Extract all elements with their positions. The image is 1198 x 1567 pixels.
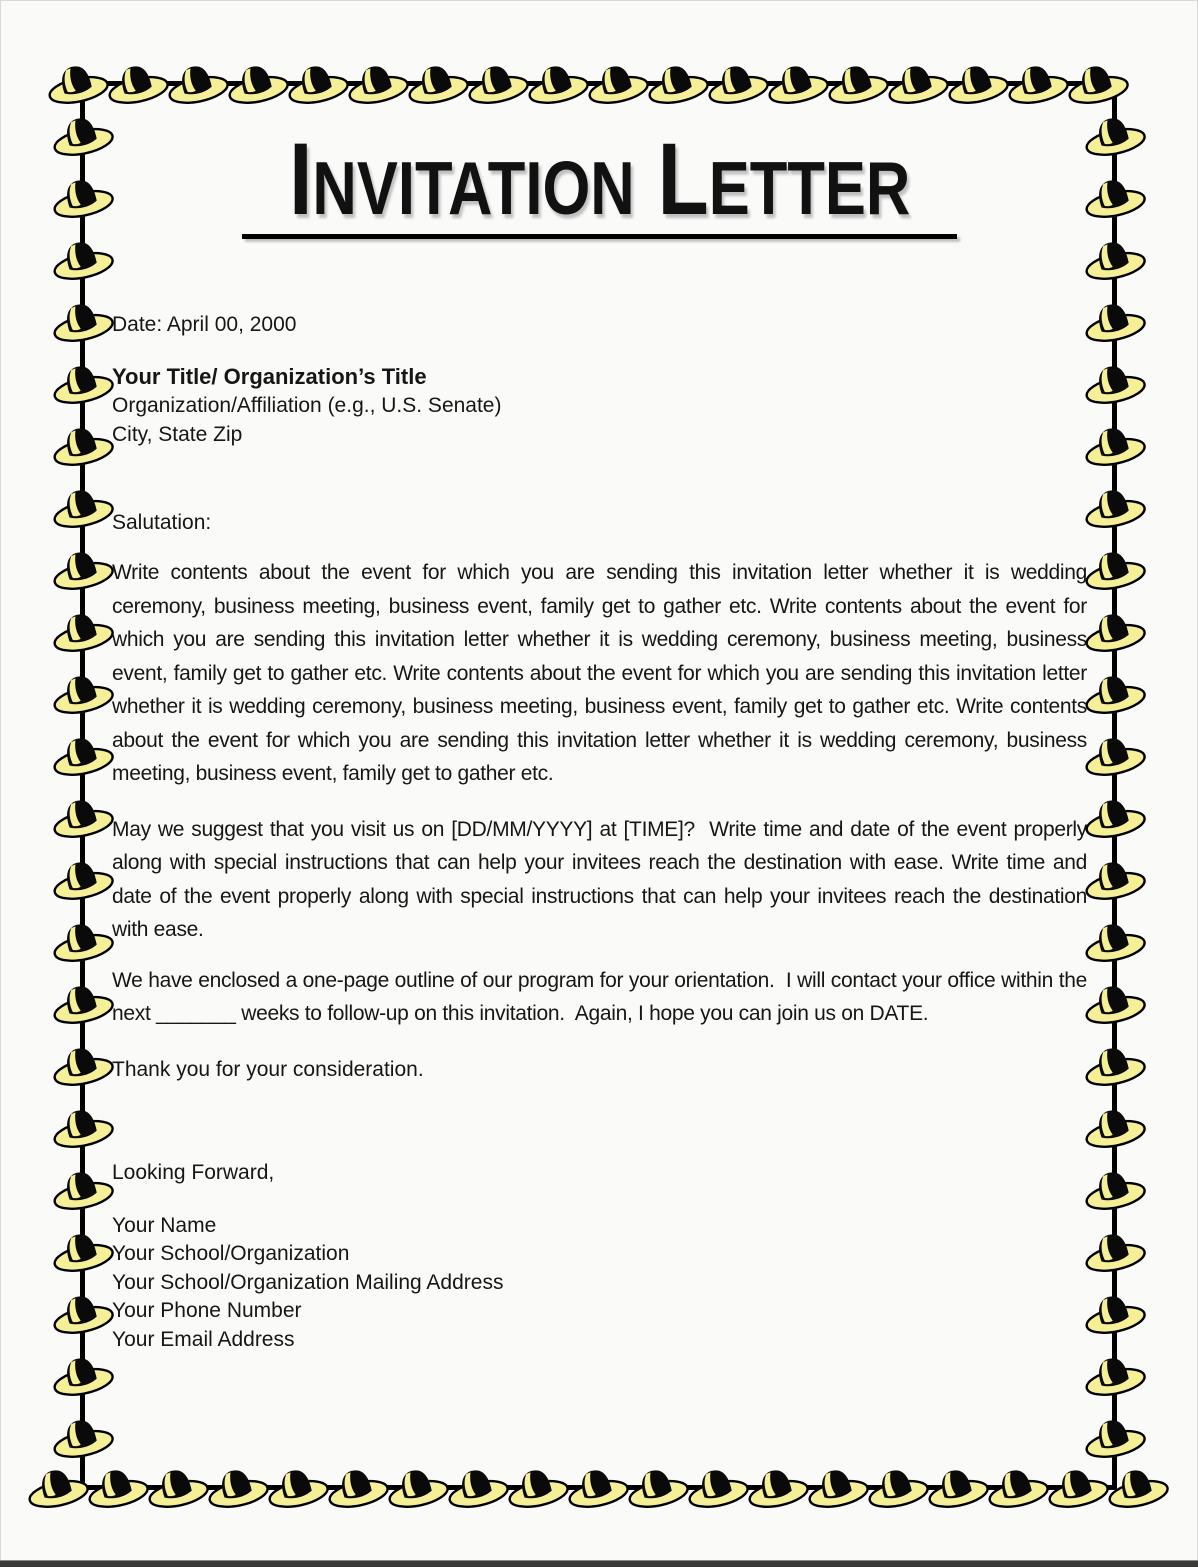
cowboy-hat-icon <box>1083 609 1147 655</box>
cowboy-hat-icon <box>51 1291 115 1337</box>
cowboy-hat-icon <box>106 61 170 107</box>
cowboy-hat-icon <box>1083 423 1147 469</box>
cowboy-hat-icon <box>46 61 110 107</box>
title-word2-initial: L <box>657 122 709 236</box>
cowboy-hat-icon <box>226 61 290 107</box>
cowboy-hat-icon <box>586 61 650 107</box>
cowboy-hat-icon <box>526 61 590 107</box>
cowboy-hat-icon <box>51 113 115 159</box>
cowboy-hat-icon <box>51 361 115 407</box>
cowboy-hat-icon <box>1066 61 1130 107</box>
cowboy-hat-icon <box>1083 1167 1147 1213</box>
cowboy-hat-icon <box>1083 919 1147 965</box>
cowboy-hat-icon <box>1083 795 1147 841</box>
cowboy-hat-icon <box>1083 1043 1147 1089</box>
cowboy-hat-icon <box>1083 671 1147 717</box>
title-word2-rest: ETTER <box>708 146 911 230</box>
cowboy-hat-icon <box>1083 1229 1147 1275</box>
cowboy-hat-icon <box>51 609 115 655</box>
cowboy-hat-icon <box>406 61 470 107</box>
body-paragraph-3: We have enclosed a one-page outline of our program for your orientation. I will contact your office within the next _______ weeks to follow-up on this invitation. Again, I hope you can join us on DATE. <box>112 968 1087 1025</box>
cowboy-hat-icon <box>986 1465 1050 1511</box>
cowboy-hat-icon <box>51 1167 115 1213</box>
cowboy-hat-icon <box>506 1465 570 1511</box>
cowboy-hat-icon <box>286 61 350 107</box>
cowboy-hat-icon <box>646 61 710 107</box>
cowboy-hat-icon <box>51 299 115 345</box>
body-paragraph-2: May we suggest that you visit us on [DD/MM/YYYY] at [TIME]? Write time and date of the event properly along with special instructions that can help your invitees reach the destination with ease. Write time and date of the event properly along with special instructions that can help your invitees reach the destination with ease. <box>112 817 1087 941</box>
cowboy-hat-icon <box>1083 175 1147 221</box>
footer-bar <box>0 1560 1198 1567</box>
cowboy-hat-icon <box>51 919 115 965</box>
cowboy-hat-icon <box>51 857 115 903</box>
cowboy-hat-icon <box>1083 113 1147 159</box>
cowboy-hat-icon <box>266 1465 330 1511</box>
title-underline <box>242 234 957 239</box>
cowboy-hat-icon <box>1083 237 1147 283</box>
title-word1-initial: I <box>288 122 313 236</box>
cowboy-hat-icon <box>1083 857 1147 903</box>
cowboy-hat-icon <box>446 1465 510 1511</box>
cowboy-hat-icon <box>826 61 890 107</box>
signature-org-line: Your School/Organization <box>112 1242 350 1266</box>
cowboy-hat-icon <box>51 423 115 469</box>
cowboy-hat-icon <box>1046 1465 1110 1511</box>
cowboy-hat-icon <box>886 61 950 107</box>
cowboy-hat-icon <box>946 61 1010 107</box>
cowboy-hat-icon <box>51 795 115 841</box>
salutation-line: Salutation: <box>112 511 212 534</box>
signature-email-line: Your Email Address <box>112 1327 295 1351</box>
cowboy-hat-icon <box>51 175 115 221</box>
cowboy-hat-icon <box>1083 547 1147 593</box>
cowboy-hat-icon <box>746 1465 810 1511</box>
thanks-line: Thank you for your consideration. <box>112 1057 424 1081</box>
cowboy-hat-icon <box>386 1465 450 1511</box>
body-paragraph-1: Write contents about the event for which you are sending this invitation letter whether it is wedding ceremony, business meeting, business event, family get to gather etc. Write contents about the event for which you are sending this invitation letter whether it is wedding ceremony, business meeting, business event, family get to gather etc. Write contents about the event for which you are sending this invitation letter whether it is wedding ceremony, business meeting, business event, family get to gather etc. Write contents about the event for which you are sending this invitation letter whether it is wedding ceremony, business meeting, business event, family get to gather etc. <box>112 561 1087 785</box>
closing-line: Looking Forward, <box>112 1161 275 1184</box>
cowboy-hat-icon <box>51 547 115 593</box>
cowboy-hat-icon <box>766 61 830 107</box>
cowboy-hat-icon <box>566 1465 630 1511</box>
cowboy-hat-icon <box>926 1465 990 1511</box>
recipient-title-line: Your Title/ Organization’s Title <box>112 364 427 389</box>
cowboy-hat-icon <box>706 61 770 107</box>
letter-title <box>112 122 1087 239</box>
letter-content <box>112 122 1087 1354</box>
cowboy-hat-icon <box>146 1465 210 1511</box>
cowboy-hat-icon <box>1083 733 1147 779</box>
signature-block <box>112 1212 1087 1355</box>
cowboy-hat-icon <box>51 733 115 779</box>
cowboy-hat-icon <box>1106 1465 1170 1511</box>
cowboy-hat-icon <box>326 1465 390 1511</box>
cowboy-hat-icon <box>686 1465 750 1511</box>
cowboy-hat-icon <box>1083 361 1147 407</box>
cowboy-hat-icon <box>466 61 530 107</box>
cowboy-hat-icon <box>866 1465 930 1511</box>
cowboy-hat-icon <box>626 1465 690 1511</box>
cowboy-hat-icon <box>51 485 115 531</box>
date-line: Date: April 00, 2000 <box>112 313 297 336</box>
cowboy-hat-icon <box>1083 1415 1147 1461</box>
cowboy-hat-icon <box>51 1415 115 1461</box>
cowboy-hat-icon <box>806 1465 870 1511</box>
cowboy-hat-icon <box>1006 61 1070 107</box>
cowboy-hat-icon <box>51 237 115 283</box>
cowboy-hat-icon <box>51 671 115 717</box>
cowboy-hat-icon <box>1083 1291 1147 1337</box>
cowboy-hat-icon <box>51 1229 115 1275</box>
cowboy-hat-icon <box>166 61 230 107</box>
recipient-org-line: Organization/Affiliation (e.g., U.S. Senate) <box>112 394 502 417</box>
signature-name-line: Your Name <box>112 1213 217 1237</box>
cowboy-hat-icon <box>1083 981 1147 1027</box>
cowboy-hat-icon <box>1083 485 1147 531</box>
signature-address-line: Your School/Organization Mailing Address <box>112 1270 504 1294</box>
signature-phone-line: Your Phone Number <box>112 1299 302 1323</box>
cowboy-hat-icon <box>346 61 410 107</box>
letter-title-text <box>288 122 911 236</box>
cowboy-hat-icon <box>1083 299 1147 345</box>
cowboy-hat-icon <box>86 1465 150 1511</box>
cowboy-hat-icon <box>26 1465 90 1511</box>
recipient-city-line: City, State Zip <box>112 423 243 446</box>
cowboy-hat-icon <box>51 1043 115 1089</box>
cowboy-hat-icon <box>1083 1353 1147 1399</box>
cowboy-hat-icon <box>206 1465 270 1511</box>
cowboy-hat-icon <box>51 1105 115 1151</box>
cowboy-hat-icon <box>1083 1105 1147 1151</box>
cowboy-hat-icon <box>51 1353 115 1399</box>
recipient-block <box>112 362 1087 449</box>
title-word1-rest: NVITATION <box>312 146 635 230</box>
cowboy-hat-icon <box>51 981 115 1027</box>
